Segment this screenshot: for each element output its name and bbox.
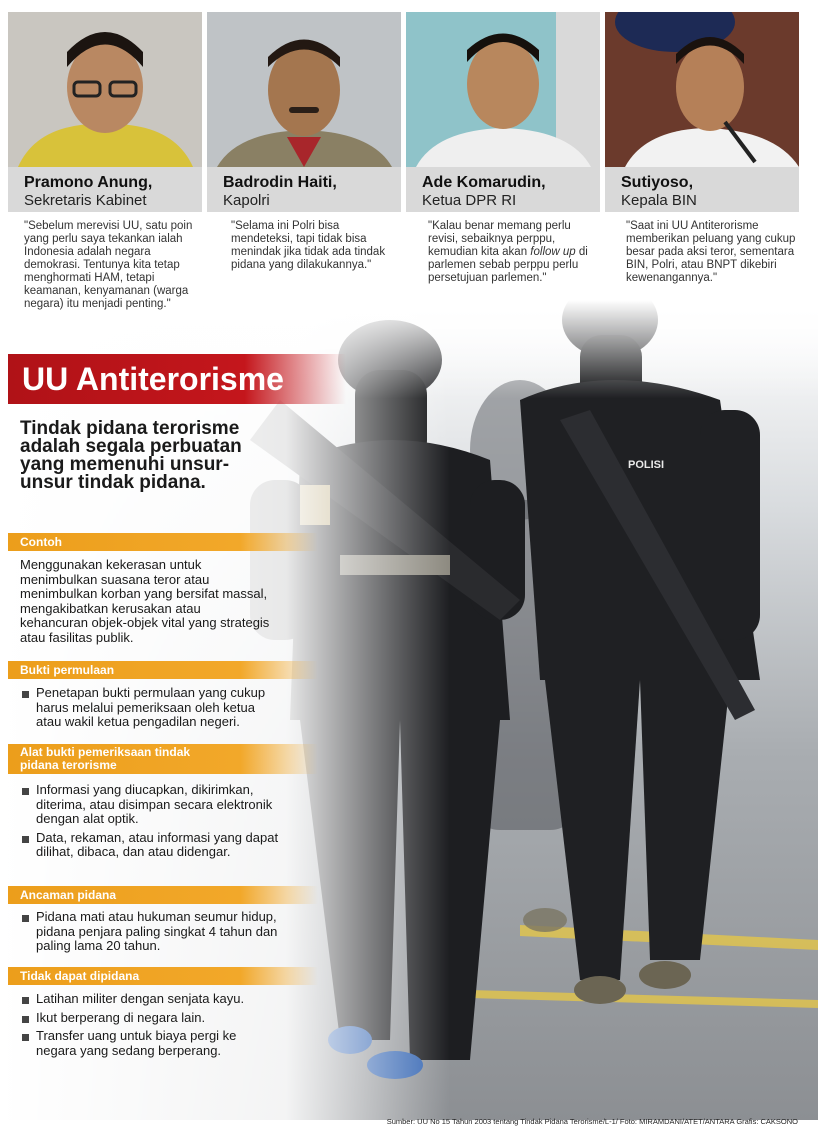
person-role: Ketua DPR RI: [422, 192, 517, 209]
quote-ade: [428, 220, 600, 285]
quote-sutiyoso: "Saat ini UU Antiterorisme memberikan peluang yang cukup besar pada aksi teror, sementara BIN, Polri, atau BNPT dikebiri kewenangannya.": [626, 220, 796, 284]
section-heading-text: Tidak dapat dipidana: [20, 969, 140, 983]
portrait-photo-badrodin-haiti: [207, 12, 401, 167]
person-name: Badrodin Haiti,: [223, 174, 337, 191]
quote-pramono: "Sebelum merevisi UU, satu poin yang perlu saya tekankan ialah Indonesia adalah negara demokrasi. Tentunya kita tetap menghormati HAM, tetapi keamanan, kenyamanan (warga negara) itu menjadi penting.": [24, 220, 193, 310]
list-alat: [20, 783, 280, 864]
portrait-row: [8, 12, 798, 167]
person-role: Sekretaris Kabinet: [24, 192, 147, 209]
list-item: Pidana mati atau hukuman seumur hidup, pidana penjara paling singkat 4 tahun dan paling lama 20 tahun.: [20, 910, 280, 954]
person-name: Pramono Anung,: [24, 174, 153, 191]
list-item: Data, rekaman, atau informasi yang dapat dilihat, dibaca, dan atau didengar.: [20, 831, 280, 860]
name-bar-row: [8, 167, 798, 212]
quote-badrodin: "Selama ini Polri bisa mendeteksi, tapi tidak bisa menindak jika tidak ada tindak pidana yang dilakukannya.": [231, 220, 386, 271]
person-role: Kapolri: [223, 192, 270, 209]
person-role: Kepala BIN: [621, 192, 697, 209]
section-heading-ancaman: [8, 886, 318, 904]
person-name: Ade Komarudin,: [422, 174, 546, 191]
quote-part: "Kalau benar memang perlu revisi, sebaiknya perppu, kemudian kita akan: [428, 220, 571, 258]
list-item: Ikut berperang di negara lain.: [20, 1011, 280, 1026]
section-heading-contoh: [8, 533, 318, 551]
quote-emphasis: follow up: [530, 246, 576, 258]
portrait-photo-sutiyoso: [605, 12, 799, 167]
portrait-photo-ade-komarudin: [406, 12, 600, 167]
section-heading-bukti: [8, 661, 318, 679]
list-item: Transfer uang untuk biaya pergi ke negara yang sedang berperang.: [20, 1029, 280, 1058]
lead-definition: Tindak pidana terorisme adalah segala perbuatan yang memenuhi unsur-unsur tindak pidana.: [20, 418, 242, 493]
portrait-photo-pramono-anung: [8, 12, 202, 167]
title-banner: [8, 354, 346, 404]
name-card-ade: [406, 167, 600, 212]
source-credit: Sumber: UU No 15 Tahun 2003 tentang Tindak Pidana Terorisme/L-1/ Foto: MIRAMDANI/ATET/ANTARA Grafis: CAKSONO: [386, 1117, 798, 1126]
list-item: Informasi yang diucapkan, dikirimkan, diterima, atau disimpan secara elektronik dengan alat optik.: [20, 783, 280, 827]
section-heading-text: Bukti permulaan: [20, 663, 115, 677]
section-heading-tidak: [8, 967, 318, 985]
name-card-pramono: [8, 167, 202, 212]
section-heading-alat: [8, 744, 318, 774]
quote-part: di parlemen sebab perppu perlu persetujuan parlemen.": [428, 246, 588, 284]
name-card-sutiyoso: [605, 167, 799, 212]
list-tidak: [20, 992, 280, 1062]
section-heading-text: Ancaman pidana: [20, 888, 117, 902]
list-bukti: [20, 686, 280, 734]
section-heading-text: Alat bukti pemeriksaan tindak pidana terorisme: [20, 745, 191, 772]
section-text-contoh: Menggunakan kekerasan untuk menimbulkan suasana teror atau menimbulkan korban yang bersifat massal, mengakibatkan kerusakan atau kehancuran objek-objek vital yang strategis atau fasilitas publik.: [20, 557, 270, 645]
name-card-badrodin: [207, 167, 401, 212]
section-heading-text: Contoh: [20, 535, 62, 549]
list-item: Penetapan bukti permulaan yang cukup harus melalui pemeriksaan oleh ketua atau wakil ketua pengadilan negeri.: [20, 686, 280, 730]
list-ancaman: [20, 910, 280, 958]
person-name: Sutiyoso,: [621, 174, 694, 191]
list-item: Latihan militer dengan senjata kayu.: [20, 992, 280, 1007]
page-title: UU Antiterorisme: [22, 361, 284, 397]
